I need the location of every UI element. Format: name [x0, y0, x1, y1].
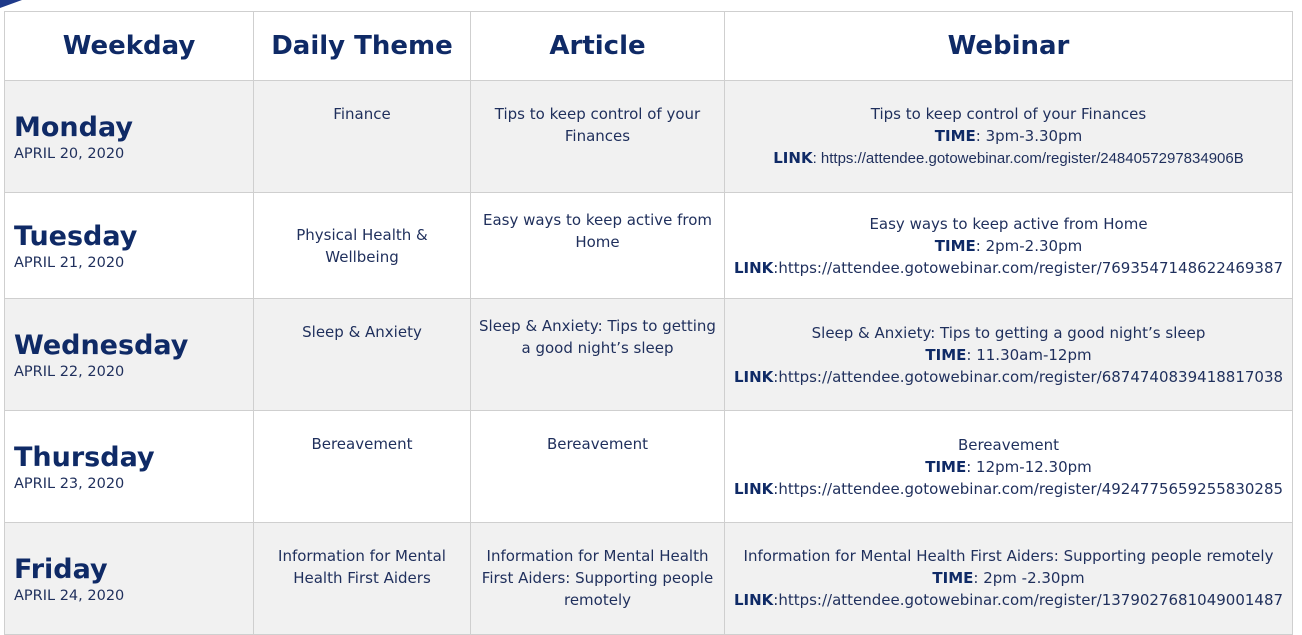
article-cell: Easy ways to keep active from Home — [471, 193, 725, 299]
webinar-link — [725, 366, 1292, 388]
article-cell: Tips to keep control of your Finances — [471, 81, 725, 193]
webinar-cell — [725, 411, 1293, 523]
webinar-time — [725, 456, 1292, 478]
theme-cell: Sleep & Anxiety — [254, 299, 471, 411]
time-value: : 2pm -2.30pm — [973, 569, 1085, 587]
link-url[interactable]: :https://attendee.gotowebinar.com/register/4924775659255830285 — [773, 479, 1284, 498]
webinar-title: Sleep & Anxiety: Tips to getting a good night’s sleep — [811, 323, 1206, 342]
webinar-schedule-table — [4, 11, 1293, 635]
table-row — [5, 411, 1293, 523]
webinar-title: Bereavement — [957, 435, 1060, 454]
article-cell: Information for Mental Health First Aiders: Supporting people remotely — [471, 523, 725, 635]
day-name: Tuesday — [14, 220, 138, 252]
header-weekday: Weekday — [5, 12, 254, 81]
table-row — [5, 81, 1293, 193]
day-date: APRIL 21, 2020 — [14, 254, 125, 271]
time-label: TIME — [932, 569, 974, 587]
time-label: TIME — [925, 457, 967, 476]
time-value: : 11.30am-12pm — [966, 345, 1092, 364]
table-row — [5, 523, 1293, 635]
header-article: Article — [471, 12, 725, 81]
table-row — [5, 193, 1293, 299]
webinar-time — [725, 235, 1292, 257]
header-row — [5, 12, 1293, 81]
day-name: Monday — [14, 111, 133, 143]
link-url[interactable]: :https://attendee.gotowebinar.com/register/6874740839418817038 — [773, 367, 1284, 386]
link-url[interactable]: : https://attendee.gotowebinar.com/register/2484057297834906B — [812, 150, 1244, 167]
weekday-cell — [5, 523, 254, 635]
day-date: APRIL 22, 2020 — [14, 363, 125, 380]
time-value: : 12pm-12.30pm — [966, 457, 1092, 476]
day-date: APRIL 20, 2020 — [14, 145, 125, 162]
webinar-time — [725, 567, 1292, 589]
webinar-link — [725, 147, 1292, 170]
article-cell: Sleep & Anxiety: Tips to getting a good night’s sleep — [471, 299, 725, 411]
webinar-title: Tips to keep control of your Finances — [870, 105, 1147, 123]
theme-cell: Bereavement — [254, 411, 471, 523]
link-label: LINK — [733, 479, 774, 498]
article-cell: Bereavement — [471, 411, 725, 523]
webinar-cell — [725, 523, 1293, 635]
time-value: : 3pm-3.30pm — [975, 127, 1083, 145]
header-daily-theme: Daily Theme — [254, 12, 471, 81]
day-date: APRIL 23, 2020 — [14, 475, 125, 492]
webinar-link — [725, 589, 1292, 611]
link-label: LINK — [733, 258, 774, 277]
theme-cell: Information for Mental Health First Aiders — [254, 523, 471, 635]
webinar-cell — [725, 193, 1293, 299]
theme-cell: Physical Health & Wellbeing — [254, 193, 471, 299]
table-row — [5, 299, 1293, 411]
link-url[interactable]: :https://attendee.gotowebinar.com/register/1379027681049001487 — [773, 591, 1284, 609]
link-label: LINK — [733, 591, 774, 609]
day-name: Friday — [14, 553, 108, 585]
corner-accent — [0, 0, 22, 8]
webinar-time — [725, 344, 1292, 366]
header-webinar: Webinar — [725, 12, 1293, 81]
webinar-link — [725, 257, 1292, 279]
day-date: APRIL 24, 2020 — [14, 587, 125, 604]
time-value: : 2pm-2.30pm — [975, 236, 1083, 255]
link-label: LINK — [773, 149, 813, 167]
time-label: TIME — [925, 345, 967, 364]
link-label: LINK — [733, 367, 774, 386]
webinar-time — [725, 125, 1292, 147]
webinar-cell — [725, 299, 1293, 411]
day-name: Thursday — [14, 441, 155, 473]
day-name: Wednesday — [14, 329, 189, 361]
weekday-cell — [5, 81, 254, 193]
weekday-cell — [5, 193, 254, 299]
weekday-cell — [5, 299, 254, 411]
time-label: TIME — [934, 127, 976, 145]
webinar-title: Easy ways to keep active from Home — [869, 214, 1148, 233]
webinar-title: Information for Mental Health First Aiders: Supporting people remotely — [743, 547, 1274, 565]
time-label: TIME — [934, 236, 976, 255]
webinar-cell — [725, 81, 1293, 193]
weekday-cell — [5, 411, 254, 523]
theme-cell: Finance — [254, 81, 471, 193]
link-url[interactable]: :https://attendee.gotowebinar.com/register/7693547148622469387 — [773, 258, 1284, 277]
webinar-link — [725, 478, 1292, 500]
